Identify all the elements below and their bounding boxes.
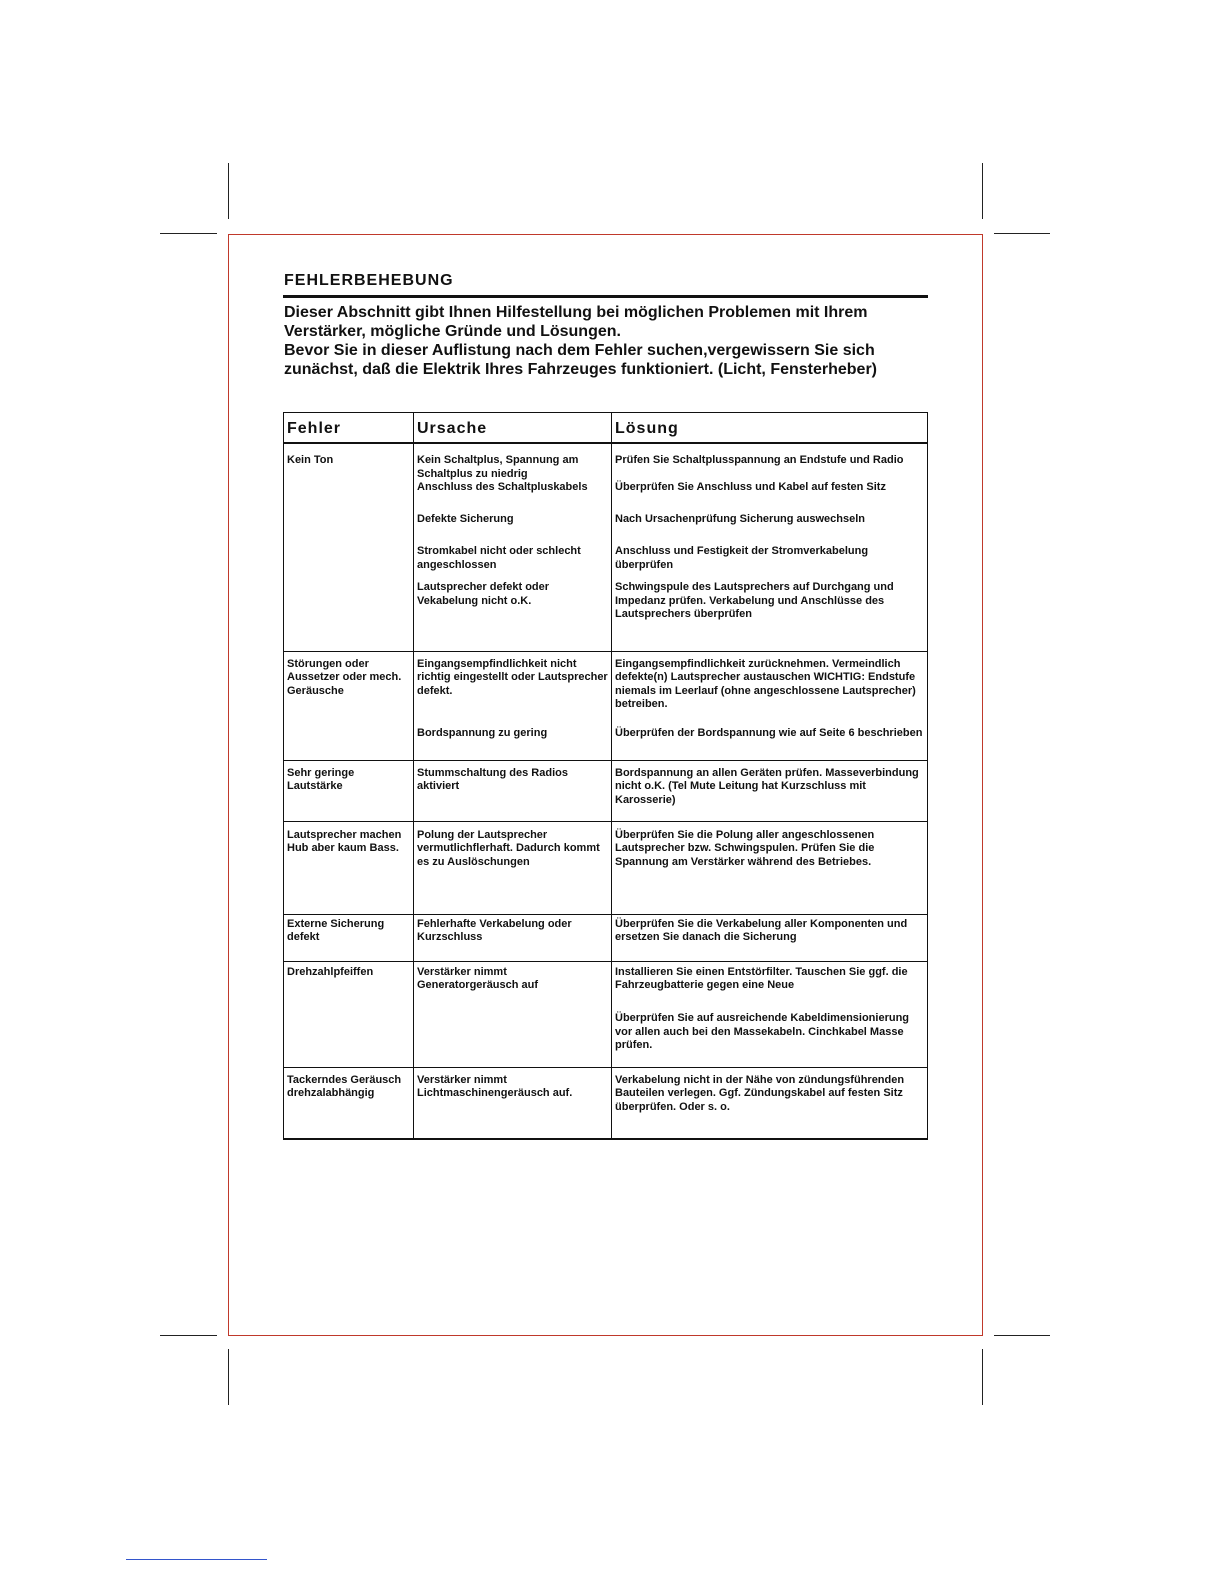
intro-paragraph: Bevor Sie in dieser Auflistung nach dem Fehler suchen,vergewissern Sie sich zunächst, daß die Elektrik Ihres Fahrzeuges funktioniert. (Licht, Fensterheber) [284,342,878,378]
page-title: FEHLERBEHEBUNG [284,272,454,289]
cell-ursache: Eingangsempfindlichkeit nicht richtig eingestellt oder Lautsprecher defekt. [414,651,612,727]
cell-ursache: Verstärker nimmt Lichtmaschinengeräusch auf. [414,1067,612,1139]
crop-mark-bottom-right-vertical [982,1349,983,1405]
cell-ursache [414,1012,612,1067]
crop-mark-top-left-horizontal [160,233,217,234]
table-row [284,760,928,821]
cell-ursache: Defekte Sicherung [414,513,612,545]
cell-fehler [284,481,414,513]
table-row [284,545,928,581]
cell-fehler [284,581,414,651]
cell-loesung: Überprüfen Sie Anschluss und Kabel auf festen Sitz [612,481,928,513]
crop-mark-bottom-left-vertical [228,1349,229,1405]
table-row [284,961,928,1012]
table-header-row [284,413,928,444]
bottom-link-underline [126,1559,267,1560]
cell-ursache: Stromkabel nicht oder schlecht angeschlossen [414,545,612,581]
cell-ursache: Polung der Lautsprecher vermutlichflerhaft. Dadurch kommt es zu Auslöschungen [414,821,612,914]
header-ursache: Ursache [414,413,612,444]
crop-mark-bottom-right-horizontal [994,1335,1050,1336]
header-fehler: Fehler [284,413,414,444]
cell-loesung: Installieren Sie einen Entstörfilter. Tauschen Sie ggf. die Fahrzeugbatterie gegen eine Neue [612,961,928,1012]
cell-fehler: Externe Sicherung defekt [284,914,414,961]
cell-fehler: Tackerndes Geräusch drehzalabhängig [284,1067,414,1139]
header-loesung: Lösung [612,413,928,444]
cell-ursache: Anschluss des Schaltpluskabels [414,481,612,513]
cell-loesung: Bordspannung an allen Geräten prüfen. Masseverbindung nicht o.K. (Tel Mute Leitung hat Kurzschluss mit Karosserie) [612,760,928,821]
cell-loesung: Schwingspule des Lautsprechers auf Durchgang und Impedanz prüfen. Verkabelung und Anschlüsse des Lautsprechers überprüfen [612,581,928,651]
table-row [284,914,928,961]
cell-fehler: Störungen oder Aussetzer oder mech. Geräusche [284,651,414,727]
cell-loesung: Prüfen Sie Schaltplusspannung an Endstufe und Radio [612,443,928,481]
cell-fehler: Drehzahlpfeiffen [284,961,414,1012]
intro-paragraph: Dieser Abschnitt gibt Ihnen Hilfestellung bei möglichen Problemen mit Ihrem Verstärker, mögliche Gründe und Lösungen. [284,304,868,340]
table-row [284,513,928,545]
table-row [284,651,928,727]
cell-ursache: Lautsprecher defekt oder Vekabelung nicht o.K. [414,581,612,651]
cell-ursache: Kein Schaltplus, Spannung am Schaltplus zu niedrig [414,443,612,481]
cell-loesung: Nach Ursachenprüfung Sicherung auswechseln [612,513,928,545]
cell-loesung: Überprüfen Sie die Polung aller angeschlossenen Lautsprecher bzw. Schwingspulen. Prüfen Sie die Spannung am Verstärker während des Betriebes. [612,821,928,914]
table-row [284,1012,928,1067]
cell-loesung: Eingangsempfindlichkeit zurücknehmen. Vermeindlich defekte(n) Lautsprecher austauschen WICHTIG: Endstufe niemals im Leerlauf (ohne angeschlossene Lautsprecher) betreiben. [612,651,928,727]
cell-ursache: Fehlerhafte Verkabelung oder Kurzschluss [414,914,612,961]
table-row [284,821,928,914]
crop-mark-top-right-horizontal [994,233,1050,234]
cell-fehler: Kein Ton [284,443,414,481]
table-row [284,727,928,760]
table-row [284,443,928,481]
cell-ursache: Stummschaltung des Radios aktiviert [414,760,612,821]
title-rule [283,295,928,298]
table-row [284,481,928,513]
crop-mark-top-right-vertical [982,163,983,219]
table-row [284,581,928,651]
table-row [284,1067,928,1139]
crop-mark-bottom-left-horizontal [160,1335,217,1336]
cell-loesung: Überprüfen Sie auf ausreichende Kabeldimensionierung vor allen auch bei den Massekabeln. Cinchkabel Masse prüfen. [612,1012,928,1067]
troubleshooting-table [283,412,928,1140]
crop-mark-top-left-vertical [228,163,229,219]
cell-ursache: Verstärker nimmt Generatorgeräusch auf [414,961,612,1012]
cell-fehler [284,513,414,545]
cell-fehler: Sehr geringe Lautstärke [284,760,414,821]
intro-text [284,303,934,379]
cell-fehler [284,1012,414,1067]
cell-ursache: Bordspannung zu gering [414,727,612,760]
cell-loesung: Überprüfen Sie die Verkabelung aller Komponenten und ersetzen Sie danach die Sicherung [612,914,928,961]
cell-loesung: Überprüfen der Bordspannung wie auf Seite 6 beschrieben [612,727,928,760]
cell-fehler [284,727,414,760]
cell-loesung: Anschluss und Festigkeit der Stromverkabelung überprüfen [612,545,928,581]
cell-fehler [284,545,414,581]
cell-loesung: Verkabelung nicht in der Nähe von zündungsführenden Bauteilen verlegen. Ggf. Zündungskabel auf festen Sitz überprüfen. Oder s. o. [612,1067,928,1139]
cell-fehler: Lautsprecher machen Hub aber kaum Bass. [284,821,414,914]
